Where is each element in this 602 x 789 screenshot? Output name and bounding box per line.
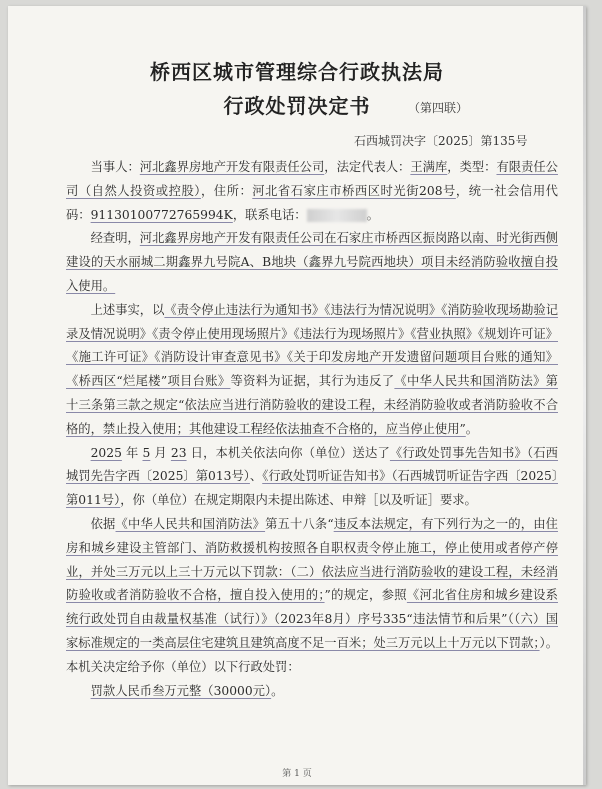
filled-field: 违反本法规定，有下列行为之一的，由住房和城乡建设主管部门、消防救援机构按照各自职权责令停止施工，停止使用或者停产停业，并处三万元以上三十万元以下罚款：（二）依法应当进行消防验收的建设工程，未经消防验收或者消防验收不合格，擅自投入使用的；	[66, 516, 558, 603]
filled-field: 河北鑫界房地产开发有限责任公司	[139, 160, 325, 174]
text-run: 上述事实，以	[90, 302, 165, 317]
filled-field: 《中华人民共和国消防法》	[115, 516, 266, 531]
filled-field: 河北省石家庄市桥西区时光街208号	[252, 183, 456, 198]
text-run: 月	[150, 445, 171, 460]
filled-field: 罚款人民币叁万元整（30000元）	[90, 683, 272, 698]
scan-edge	[583, 6, 586, 785]
text-run: 。	[366, 207, 379, 222]
filled-field: 《河北省住房和城乡建设系统行政处罚自由裁量权基准（试行）》（2023年8月）序号335“违法情节和后果”（（六）国家标准规定的一类高层住宅建筑且建筑高度不足一百米；处三万元以上十万元以下罚款；	[66, 588, 558, 650]
issuer-title: 桥西区城市管理综合行政执法局	[150, 60, 444, 84]
text-run: 、	[249, 469, 263, 484]
text-run: ，法定代表人：	[324, 160, 411, 174]
copy-tag: （第四联）	[408, 101, 469, 115]
filled-field: 《行政处罚听证告知书》（石西城罚听证告字西〔2025〕第011号）	[66, 469, 558, 508]
redacted-phone	[307, 209, 367, 222]
filled-field: 《行政处罚事先告知书》（石西城罚先告字西〔2025〕第013号）	[66, 445, 558, 484]
filled-field: 5	[142, 445, 151, 460]
text-run: 经查明，	[90, 231, 140, 246]
text-run: 年	[121, 445, 143, 460]
document-page	[8, 6, 586, 785]
text-run: 日，本机关依法向你（单位）送达了	[186, 445, 390, 460]
body-paragraph	[66, 156, 558, 227]
filled-field: 23	[170, 445, 187, 460]
filled-field: 《责令停止违法行为通知书》《违法行为情况说明》《消防验收现场勘验记录及情况说明》《责令停止使用现场照片》《违法行为现场照片》《营业执照》《规划许可证》《施工许可证》《消防设计审查意见书》《关于印发房地产开发遗留问题项目台账的通知》《桥西区“烂尾楼”项目台账》	[66, 302, 558, 389]
filled-field: 《中华人民共和国消防法》第十三条第三款之规定“依法应当进行消防验收的建设工程，未经消防验收或者消防验收不合格的，禁止投入使用；其他建设工程经依法抽查不合格的，应当停止使用”	[66, 374, 558, 436]
filled-field: 2025	[90, 445, 122, 460]
body-paragraph	[66, 513, 558, 680]
text-run: ）。本机关决定给予你（单位）以下行政处罚：	[66, 635, 558, 674]
document-number: 石西城罚决字〔2025〕第135号	[354, 134, 528, 148]
body-paragraph	[66, 680, 558, 704]
body-paragraph	[66, 299, 558, 442]
text-run: ，住所：	[200, 183, 253, 198]
document-title: 行政处罚决定书	[223, 94, 371, 118]
body-paragraph	[66, 442, 558, 513]
filled-field: 王满库	[410, 160, 448, 174]
text-run: 等资料为证据，其行为违反了	[230, 374, 395, 389]
text-run: ，你（单位）在规定期限内未提出陈述、申辩［以及听证］要求。	[120, 493, 477, 508]
text-run: ，联系电话：	[232, 207, 307, 222]
text-run: 依据	[90, 516, 116, 531]
filled-field: 91130100772765994K	[90, 207, 233, 222]
text-run: ，类型：	[447, 160, 497, 174]
text-run: ，统一社会信用代码：	[66, 183, 558, 222]
text-run: ”的规定，参照	[324, 588, 407, 603]
text-run: 。	[271, 683, 284, 698]
text-run: 第五十八条“	[265, 516, 334, 531]
filled-field: 河北鑫界房地产开发有限责任公司在石家庄市桥西区振岗路以南、时光街西侧建设的天水丽城二期鑫界九号院A、B地块（鑫界九号院西地块）项目未经消防验收擅自投入使用。	[66, 231, 558, 293]
body-paragraph	[66, 227, 558, 298]
filled-field: 有限责任公司（自然人投资或控股）	[66, 160, 558, 198]
text-run: 当事人：	[90, 160, 140, 174]
page-number: 第 1 页	[282, 769, 312, 779]
document-body	[66, 156, 558, 703]
text-run: 。	[465, 421, 479, 436]
